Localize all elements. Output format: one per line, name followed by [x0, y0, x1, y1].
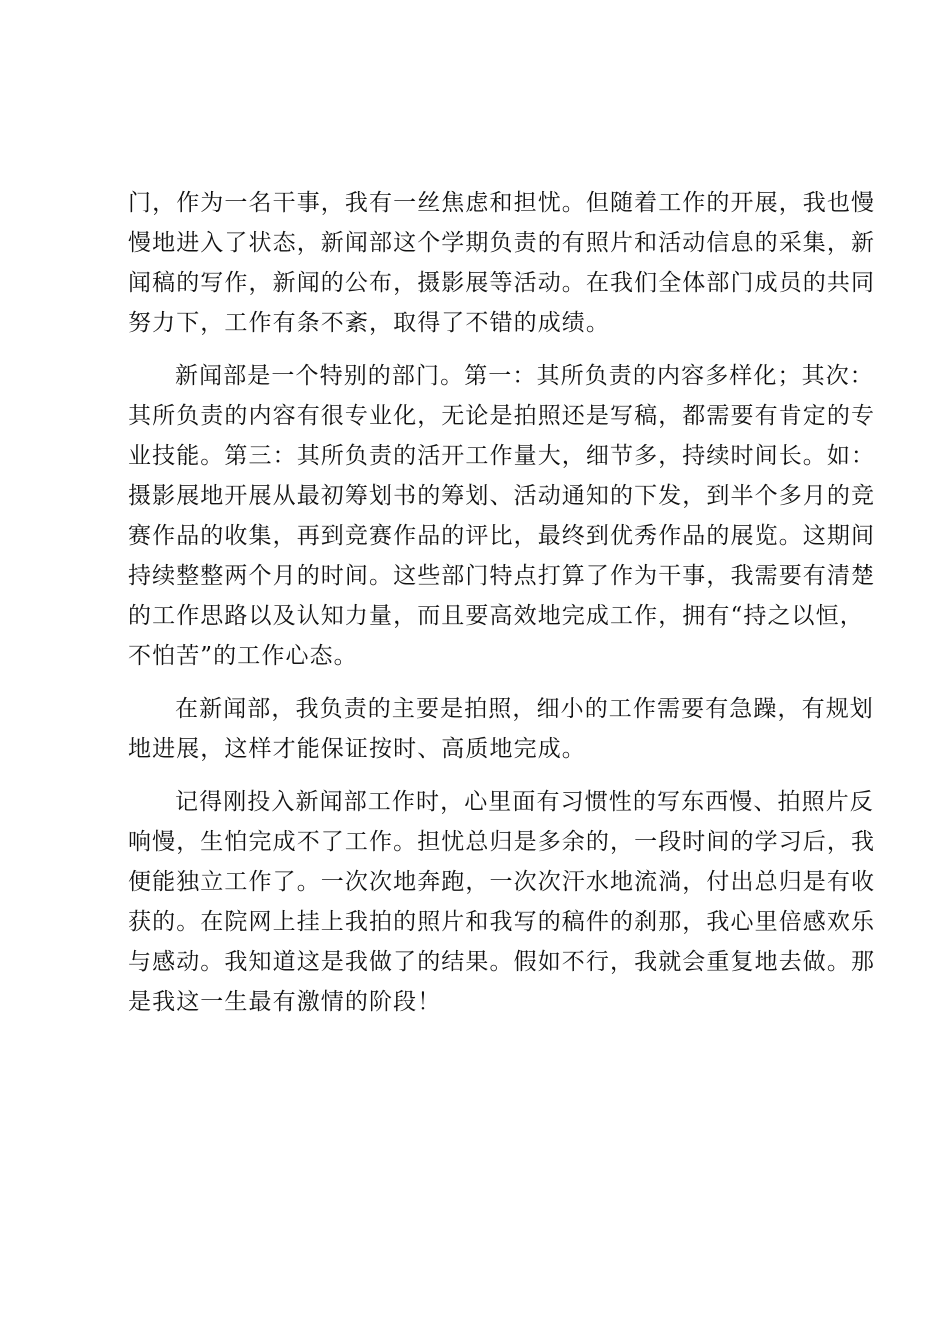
text-line: 便能独立工作了。一次次地奔跑，一次次汗水地流淌，付出总归是有收	[128, 869, 876, 895]
paragraph-1	[128, 183, 876, 343]
text-line: 地进展，这样才能保证按时、高质地完成。	[128, 736, 586, 762]
text-line: 响慢，生怕完成不了工作。担忧总归是多余的，一段时间的学习后，我	[128, 829, 876, 855]
paragraph-2	[128, 356, 876, 676]
text-line: 慢地进入了状态，新闻部这个学期负责的有照片和活动信息的采集，新	[128, 230, 876, 256]
text-line: 其所负责的内容有很专业化，无论是拍照还是写稿，都需要有肯定的专	[128, 403, 876, 429]
text-line: 持续整整两个月的时间。这些部门特点打算了作为干事，我需要有清楚	[128, 563, 876, 589]
paragraph-4	[128, 782, 876, 1022]
text-line: 新闻部是一个特别的部门。第一：其所负责的内容多样化；其次：	[175, 363, 874, 389]
text-line: 记得刚投入新闻部工作时，心里面有习惯性的写东西慢、拍照片反	[175, 789, 874, 815]
text-line: 努力下，工作有条不紊，取得了不错的成绩。	[128, 310, 610, 336]
text-line: 获的。在院网上挂上我拍的照片和我写的稿件的刹那，我心里倍感欢乐	[128, 909, 876, 935]
text-line: 在新闻部，我负责的主要是拍照，细小的工作需要有急躁，有规划	[175, 696, 874, 722]
text-line: 赛作品的收集，再到竞赛作品的评比，最终到优秀作品的展览。这期间	[128, 523, 876, 549]
text-line: 闻稿的写作，新闻的公布，摄影展等活动。在我们全体部门成员的共同	[128, 270, 876, 296]
text-line: 门，作为一名干事，我有一丝焦虑和担忧。但随着工作的开展，我也慢	[128, 190, 876, 216]
paragraph-3	[128, 689, 874, 769]
text-line: 业技能。第三：其所负责的活开工作量大，细节多，持续时间长。如：	[128, 443, 876, 469]
document-body	[128, 183, 876, 1035]
text-line: 与感动。我知道这是我做了的结果。假如不行，我就会重复地去做。那	[128, 949, 876, 975]
text-line: 不怕苦”的工作心态。	[128, 643, 358, 669]
text-line: 的工作思路以及认知力量，而且要高效地完成工作，拥有“持之以恒，	[128, 603, 864, 629]
text-line: 是我这一生最有激情的阶段！	[128, 989, 442, 1015]
text-line: 摄影展地开展从最初筹划书的筹划、活动通知的下发，到半个多月的竞	[128, 483, 876, 509]
